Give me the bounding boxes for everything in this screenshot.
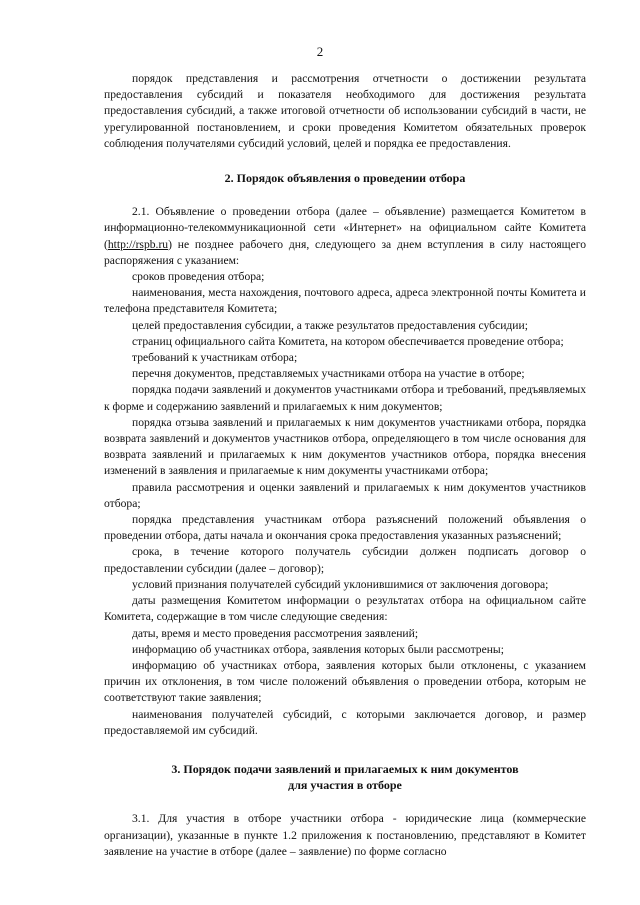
section-3-1-paragraph: 3.1. Для участия в отборе участники отбора - юридические лица (коммерческие организации), указанные в пункте 1.2 приложения к постановлению, представляют в Комитет заявление на участие в отборе (далее – заявление) по форме согласно (104, 812, 586, 858)
section-3-heading-line-1: 3. Порядок подачи заявлений и прилагаемых к ним документов (171, 761, 519, 776)
list-item: условий признания получателей субсидий уклонившимися от заключения договора; (132, 577, 549, 591)
section-2-1-paragraph (104, 204, 586, 269)
list-item: наименования получателей субсидий, с которыми заключается договор, и размер предоставляемой им субсидий. (104, 707, 586, 737)
list-item: порядка представления участникам отбора разъяснений положений объявления о проведении отбора, даты начала и окончания срока предоставления указанных разъяснений; (104, 513, 586, 543)
list-item: наименования, места нахождения, почтового адреса, адреса электронной почты Комитета и телефона представителя Комитета; (104, 286, 586, 316)
section-3-heading-line-2: для участия в отборе (288, 778, 402, 793)
section-2-heading: 2. Порядок объявления о проведении отбора (224, 171, 466, 186)
list-item: страниц официального сайта Комитета, на котором обеспечивается проведение отбора; (132, 334, 564, 348)
list-item: срока, в течение которого получатель субсидии должен подписать договор о предоставлении субсидии (далее – договор); (104, 545, 586, 575)
list-item: перечня документов, представляемых участниками отбора на участие в отборе; (132, 367, 525, 381)
section-2-1-text-end: ) не позднее рабочего дня, следующего за днем вступления в силу настоящего распоряжения с указанием: (104, 237, 586, 267)
section-2-1-text-start: 2.1. Объявление о проведении отбора (далее – объявление) размещается Комитетом в информационно-телекоммуникационной сети «Интернет» на официальном сайте Комитета ( (104, 205, 586, 251)
list-item: требований к участникам отбора; (132, 351, 298, 365)
list-item: информацию об участниках отбора, заявления которых были отклонены, с указанием причин их отклонения, в том числе положений объявления о проведении отбора, которым не соответствуют такие заявления; (104, 658, 586, 705)
list-item: сроков проведения отбора; (132, 270, 265, 284)
document-body (104, 71, 586, 860)
list-item: порядка подачи заявлений и документов участниками отбора и требований, предъявляемых к форме и содержанию заявлений и прилагаемых к ним документов; (104, 383, 586, 413)
list-item: даты размещения Комитетом информации о результатах отбора на официальном сайте Комитета, содержащие в том числе следующие сведения: (104, 594, 586, 624)
list-item: целей предоставления субсидии, а также результатов предоставления субсидии; (132, 318, 528, 332)
list-item: порядка отзыва заявлений и прилагаемых к ним документов участниками отбора, порядка возврата заявлений и документов участников отбора, определяющего в том числе основания для возврата заявлений и прилагаемых к ним документов участников отбора, порядка внесения изменений в заявления и прилагаемые к ним документы участниками отбора; (104, 415, 586, 478)
intro-paragraph: порядок представления и рассмотрения отчетности о достижении результата предоставления субсидий и показателя необходимого для достижения результата предоставления субсидий, а также итоговой отчетности об использовании субсидий в части, не урегулированной постановлением, и сроки проведения Комитетом обязательных проверок соблюдения получателями субсидий условий, целей и порядка ее предоставления. (104, 72, 586, 150)
site-link[interactable]: http://rspb.ru (107, 237, 169, 251)
list-item: даты, время и место проведения рассмотрения заявлений; (132, 626, 419, 640)
page-number: 2 (316, 44, 324, 59)
list-item: информацию об участниках отбора, заявления которых были рассмотрены; (132, 642, 504, 656)
list-item: правила рассмотрения и оценки заявлений и прилагаемых к ним документов участников отбора; (104, 480, 586, 510)
